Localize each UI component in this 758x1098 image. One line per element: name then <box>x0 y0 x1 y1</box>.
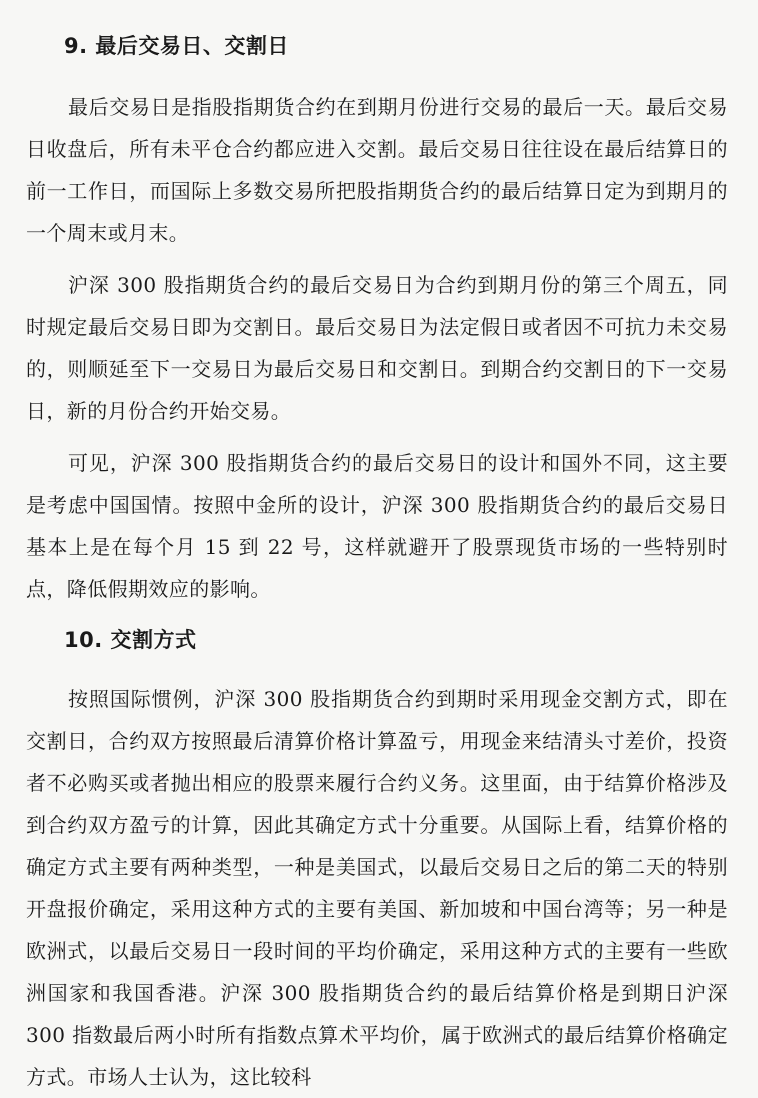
section-heading-9: 9. 最后交易日、交割日 <box>64 34 289 58</box>
paragraph: 可见，沪深 300 股指期货合约的最后交易日的设计和国外不同，这主要是考虑中国国情。按照中金所的设计，沪深 300 股指期货合约的最后交易日基本上是在每个月 15 到 22 号，这样就避开了股票现货市场的一些特别时点，降低假期效应的影响。 <box>26 451 728 601</box>
paragraph: 按照国际惯例，沪深 300 股指期货合约到期时采用现金交割方式，即在交割日，合约双方按照最后清算价格计算盈亏，用现金来结清头寸差价，投资者不必购买或者抛出相应的股票来履行合约义务。这里面，由于结算价格涉及到合约双方盈亏的计算，因此其确定方式十分重要。从国际上看，结算价格的确定方式主要有两种类型，一种是美国式，以最后交易日之后的第二天的特别开盘报价确定，采用这种方式的主要有美国、新加坡和中国台湾等；另一种是欧洲式，以最后交易日一段时间的平均价确定，采用这种方式的主要有一些欧洲国家和我国香港。沪深 300 股指期货合约的最后结算价格是到期日沪深 300 指数最后两小时所有指数点算术平均价，属于欧洲式的最后结算价格确定方式。市场人士认为，这比较科 <box>26 687 728 1089</box>
section-heading-10: 10. 交割方式 <box>64 628 197 652</box>
paragraph: 沪深 300 股指期货合约的最后交易日为合约到期月份的第三个周五，同时规定最后交易日即为交割日。最后交易日为法定假日或者因不可抗力未交易的，则顺延至下一交易日为最后交易日和交割日。到期合约交割日的下一交易日，新的月份合约开始交易。 <box>26 273 728 423</box>
paragraph: 最后交易日是指股指期货合约在到期月份进行交易的最后一天。最后交易日收盘后，所有未平仓合约都应进入交割。最后交易日往往设在最后结算日的前一工作日，而国际上多数交易所把股指期货合约的最后结算日定为到期月的一个周末或月末。 <box>26 95 728 245</box>
